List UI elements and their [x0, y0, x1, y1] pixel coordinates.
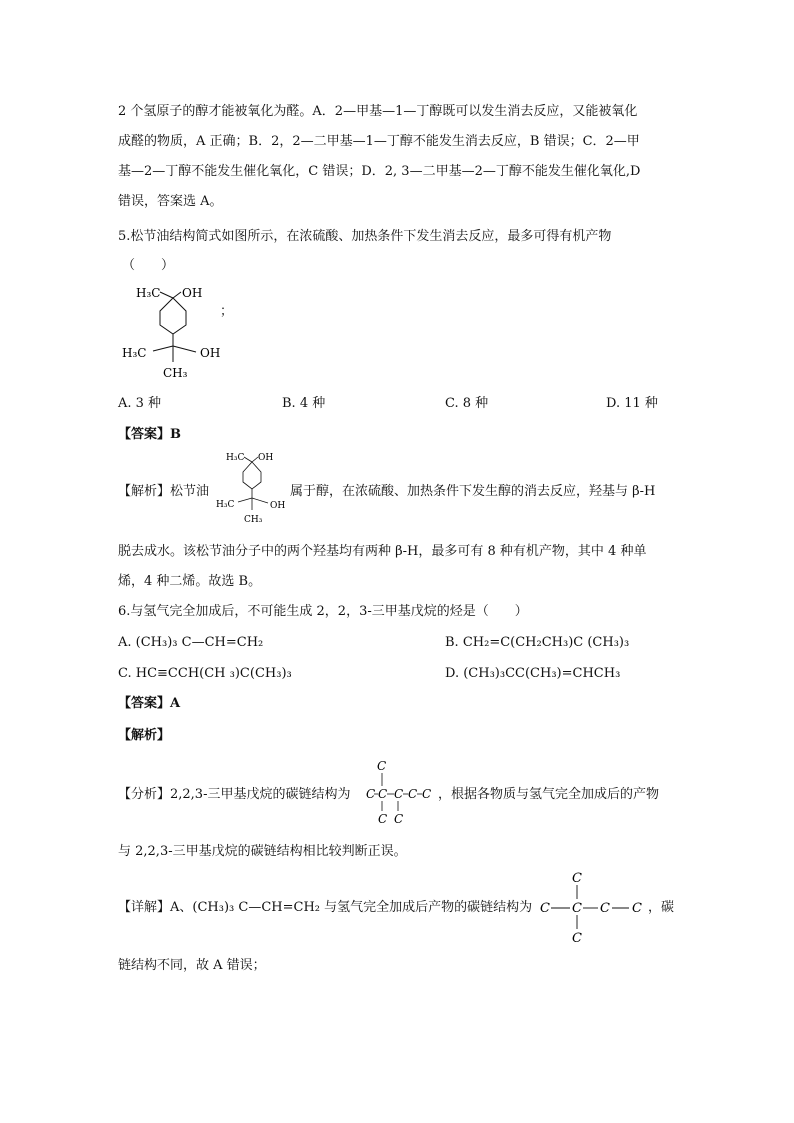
q5-analysis-line-2: 脱去成水。该松节油分子中的两个羟基均有两种 β-H，最多可有 8 种有机产物，其中 4 种单	[118, 544, 647, 559]
q6-xiangjie-prefix: 【详解】A、(CH₃)₃ C—CH=CH₂ 与氢气完全加成后产物的碳链结构为	[118, 900, 533, 915]
q6-fenxi-prefix: 【分析】2,2,3-三甲基戊烷的碳链结构为	[118, 787, 351, 802]
label-h3c-bottom: H₃C	[122, 346, 147, 360]
svg-text:OH: OH	[270, 501, 286, 511]
svg-text:C: C	[572, 931, 582, 946]
svg-text:H₃C: H₃C	[216, 500, 235, 510]
q5-paren: （ ）	[122, 258, 175, 273]
label-oh-top: OH	[182, 286, 203, 300]
q6-xiangjie-line-2: 链结构不同，故 A 错误；	[118, 958, 266, 973]
cyclohexane-ring	[160, 298, 186, 334]
svg-text:OH: OH	[258, 453, 274, 463]
q5-option-a: A. 3 种	[118, 396, 162, 411]
q5-option-b: B. 4 种	[282, 396, 326, 411]
intro-line-2: 成醛的物质，A 正确；B．2，2—二甲基—1—丁醇不能发生消去反应，B 错误；C．2—甲	[118, 134, 640, 149]
svg-text:C: C	[378, 787, 388, 801]
q6-xiangjie-suffix: ，碳	[648, 900, 675, 915]
label-h3c-top: H₃C	[136, 286, 161, 300]
q6-stem: 6.与氢气完全加成后，不可能生成 2，2，3-三甲基戊烷的烃是（ ）	[118, 604, 528, 619]
svg-text:C: C	[572, 901, 582, 916]
q6-option-c: C. HC≡CCH(CH ₃)C(CH₃)₃	[118, 666, 292, 681]
label-ch3: CH₃	[163, 366, 188, 380]
q6-answer: 【答案】A	[118, 696, 181, 711]
terpin-structure	[118, 278, 238, 384]
q5-analysis-line-3: 烯，4 种二烯。故选 B。	[118, 574, 262, 589]
q6-option-d: D. (CH₃)₃CC(CH₃)=CHCH₃	[445, 666, 621, 681]
q6-analysis-label: 【解析】	[118, 728, 171, 743]
svg-text:C: C	[572, 871, 582, 886]
svg-text:C: C	[632, 901, 642, 916]
intro-line-1: 2 个氢原子的醇才能被氧化为醛。A．2—甲基—1—丁醇既可以发生消去反应，又能被氧化	[118, 104, 638, 119]
q5-option-c: C. 8 种	[445, 396, 489, 411]
q5-stem: 5.松节油结构简式如图所示，在浓硫酸、加热条件下发生消去反应，最多可得有机产物	[118, 229, 612, 244]
carbon-chain-small	[364, 757, 438, 827]
svg-text:C: C	[378, 812, 388, 826]
q6-fenxi-suffix: ，根据各物质与氢气完全加成后的产物	[438, 787, 660, 802]
carbon-chain-product	[538, 868, 648, 946]
q5-analysis-after: 属于醇，在浓硫酸、加热条件下发生醇的消去反应，羟基与 β-H	[290, 484, 656, 499]
svg-text:CH₃: CH₃	[244, 515, 263, 525]
intro-line-3: 基—2—丁醇不能发生催化氧化，C 错误；D．2, 3—二甲基—2—丁醇不能发生催化氧化,D	[118, 164, 641, 179]
svg-text:C: C	[540, 901, 550, 916]
svg-text:C: C	[377, 759, 387, 773]
svg-text:C: C	[394, 812, 404, 826]
q5-analysis-prefix: 【解析】松节油	[118, 484, 210, 499]
q5-answer: 【答案】B	[118, 427, 181, 442]
q6-fenxi-line-2: 与 2,2,3-三甲基戊烷的碳链结构相比较判断正误。	[118, 844, 407, 859]
label-oh-bottom: OH	[200, 346, 221, 360]
q5-option-d: D. 11 种	[606, 396, 658, 411]
intro-line-4: 错误，答案选 A。	[118, 194, 223, 209]
svg-text:H₃C: H₃C	[226, 453, 245, 463]
q5-semicolon: ；	[220, 304, 234, 319]
terpin-structure-small	[214, 448, 290, 530]
q6-option-a: A. (CH₃)₃ C—CH=CH₂	[118, 635, 264, 650]
svg-text:C: C	[408, 787, 418, 801]
q6-option-b: B. CH₂=C(CH₂CH₃)C (CH₃)₃	[445, 635, 630, 650]
svg-text:C: C	[600, 901, 610, 916]
svg-text:C: C	[366, 787, 376, 801]
svg-text:C: C	[394, 787, 404, 801]
svg-text:C: C	[422, 787, 432, 801]
